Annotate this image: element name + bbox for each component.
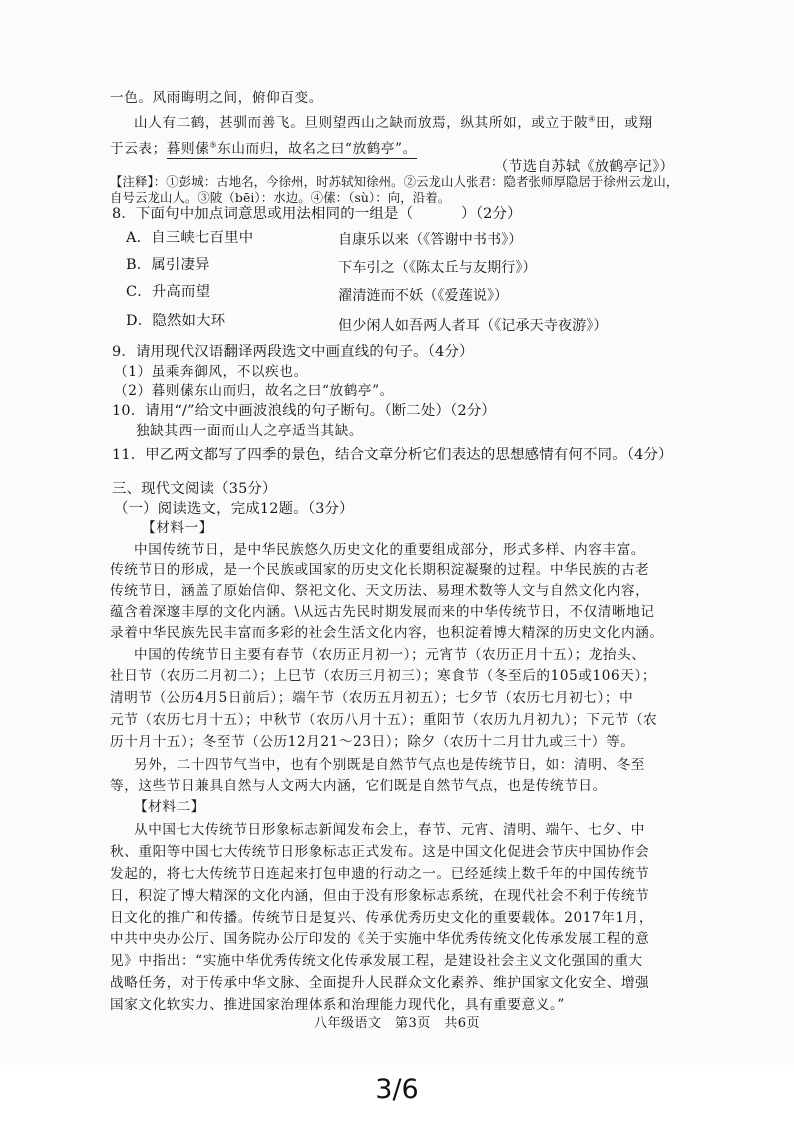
material-1-line: 传统节日的形成，是一个民族或国家的历史文化长期积淀凝聚的过程。中华民族的古老 — [110, 562, 650, 578]
material-2-line: 日，积淀了博大精深的文化内涵，但由于没有形象标志系统，在现代社会不利于传统节 — [110, 888, 650, 904]
material-1-line: 传统节日，涵盖了原始信仰、祭祀文化、天文历法、易理术数等人文与自然文化内容， — [110, 583, 650, 599]
option-a: A．自三峡七百里中 — [126, 230, 254, 246]
material-2-line: 见》中指出：“实施中华优秀传统文化传承发展工程，是建设社会主义文化强国的重大 — [110, 953, 643, 969]
material-2-line: 日文化的推广和传播。传统节日是复兴、传承优秀历史文化的重要载体。2017年1月， — [110, 910, 654, 926]
question-10-stem: 10．请用“/”给文中画波浪线的句子断句。（断二处）（2分） — [112, 403, 497, 419]
material-2-line: 从中国七大传统节日形象标志新闻发布会上，春节、元宵、清明、端午、七夕、中 — [134, 822, 645, 838]
material-2-line: 战略任务，对于传承中华文脉、全面提升人民群众文化素养、维护国家文化安全、增强 — [110, 975, 650, 991]
material-1-line: 中国传统节日，是中华民族悠久历史文化的重要组成部分，形式多样、内容丰富。 — [134, 542, 645, 558]
material-1-line: 中国的传统节日主要有春节（农历正月初一）；元宵节（农历正月十五）；龙抬头、 — [134, 647, 646, 663]
material-2-line: 发起的，将七大传统节日连起来打包申遗的行动之一。已经延续上数千年的中国传统节 — [110, 866, 650, 882]
material-2-line: 中共中央办公厅、国务院办公厅印发的《关于实施中华优秀传统文化传承发展工程的意 — [110, 931, 650, 947]
section-title: 三、现代文阅读（35分） — [112, 481, 277, 497]
material-1-line: 清明节（公历4月5日前后）；端午节（农历五月初五）；七夕节（农历七月初七）；中 — [110, 690, 634, 706]
material-1-line: 历十月十五）；冬至节（公历12月21～23日）；除夕（农历十二月廿九或三十）等。 — [110, 734, 635, 750]
material-1-line: 元节（农历七月十五）；中秋节（农历八月十五）；重阳节（农历九月初九）；下元节（农 — [110, 712, 658, 728]
passage-line: 一色。风雨晦明之间，俯仰百变。 — [110, 90, 323, 106]
question-8-stem: 8．下面句中加点词意思或用法相同的一组是（ ）（2分） — [112, 206, 522, 222]
page-indicator: 3/6 — [375, 1074, 419, 1105]
question-9-stem: 9．请用现代汉语翻译两段选文中画直线的句子。（4分） — [112, 344, 474, 360]
notes-line: 【注释】：①彭城：古地名，今徐州，时苏轼知徐州。②云龙山人张君：隐者张师厚隐居于徐州云龙山， — [110, 174, 679, 189]
option-b-compare: 下车引之（《陈太丘与友期行》） — [338, 260, 537, 276]
material-2-title: 【材料二】 — [134, 799, 205, 815]
option-a-compare: 自康乐以来（《答谢中书书》） — [338, 232, 523, 248]
material-1-line: 社日节（农历二月初二）；上巳节（农历三月初三）；寒食节（冬至后的105或106天）； — [110, 668, 657, 684]
question-10-sentence: 独缺其西一面而山人之亭适当其缺。 — [136, 423, 364, 439]
question-9-sentence-1: （1）虽乘奔御风，不以疾也。 — [114, 364, 308, 380]
page-footer: 八年级语文 第3页 共6页 — [313, 1016, 481, 1031]
material-1-line: 蕴含着深邃丰厚的文化内涵。\从远古先民时期发展而来的中华传统节日，不仅清晰地记 — [110, 604, 655, 620]
material-1-line: 另外，二十四节气当中，也有个别既是自然节气点也是传统节日，如：清明、冬至 — [134, 757, 645, 773]
section-subtitle: （一）阅读选文，完成12题。（3分） — [114, 501, 354, 517]
material-2-line: 秋、重阳等中国七大传统节日形象标志正式发布。这是中国文化促进会节庆中国协作会 — [110, 844, 650, 860]
material-2-line: 国家文化软实力、推进国家治理体系和治理能力现代化，具有重要意义。” — [110, 997, 565, 1013]
material-1-line: 录着中华民族先民丰富而多彩的社会生活文化内容，也积淀着博大精深的历史文化内涵。 — [110, 625, 664, 641]
option-c: C．升高而望 — [126, 284, 211, 300]
underlined-sentence: 暮则傃⑤东山而归，故名之曰“放鹤亭”。 — [166, 140, 417, 157]
passage-line: 于云表；暮则傃⑤东山而归，故名之曰“放鹤亭”。 — [110, 140, 417, 157]
passage-line: 山人有二鹤，甚驯而善飞。旦则望西山之缺而放焉，纵其所如，或立于陂④田，或翔 — [134, 114, 653, 131]
question-9-sentence-2: （2）暮则傃东山而归，故名之曰“放鹤亭”。 — [114, 383, 394, 399]
material-1-line: 等，这些节日兼具自然与人文两大内涵，它们既是自然节气点，也是传统节日。 — [110, 778, 607, 794]
material-1-title: 【材料一】 — [142, 520, 213, 536]
passage-source: （节选自苏轼《放鹤亭记》） — [494, 159, 674, 175]
option-b: B．属引凄异 — [126, 257, 210, 273]
option-d-compare: 但少闲人如吾两人者耳（《记承天寺夜游》） — [338, 318, 608, 334]
notes-line: 自号云龙山人。③陂（bēi）：水边。④傃：（sù）：向，沿着。 — [110, 190, 451, 205]
question-11-stem: 11．甲乙两文都写了四季的景色，结合文章分析它们表达的思想感情有何不同。（4分） — [112, 447, 673, 463]
option-d: D．隐然如大环 — [126, 313, 226, 329]
option-c-compare: 濯清涟而不妖（《爱莲说》） — [338, 288, 509, 304]
